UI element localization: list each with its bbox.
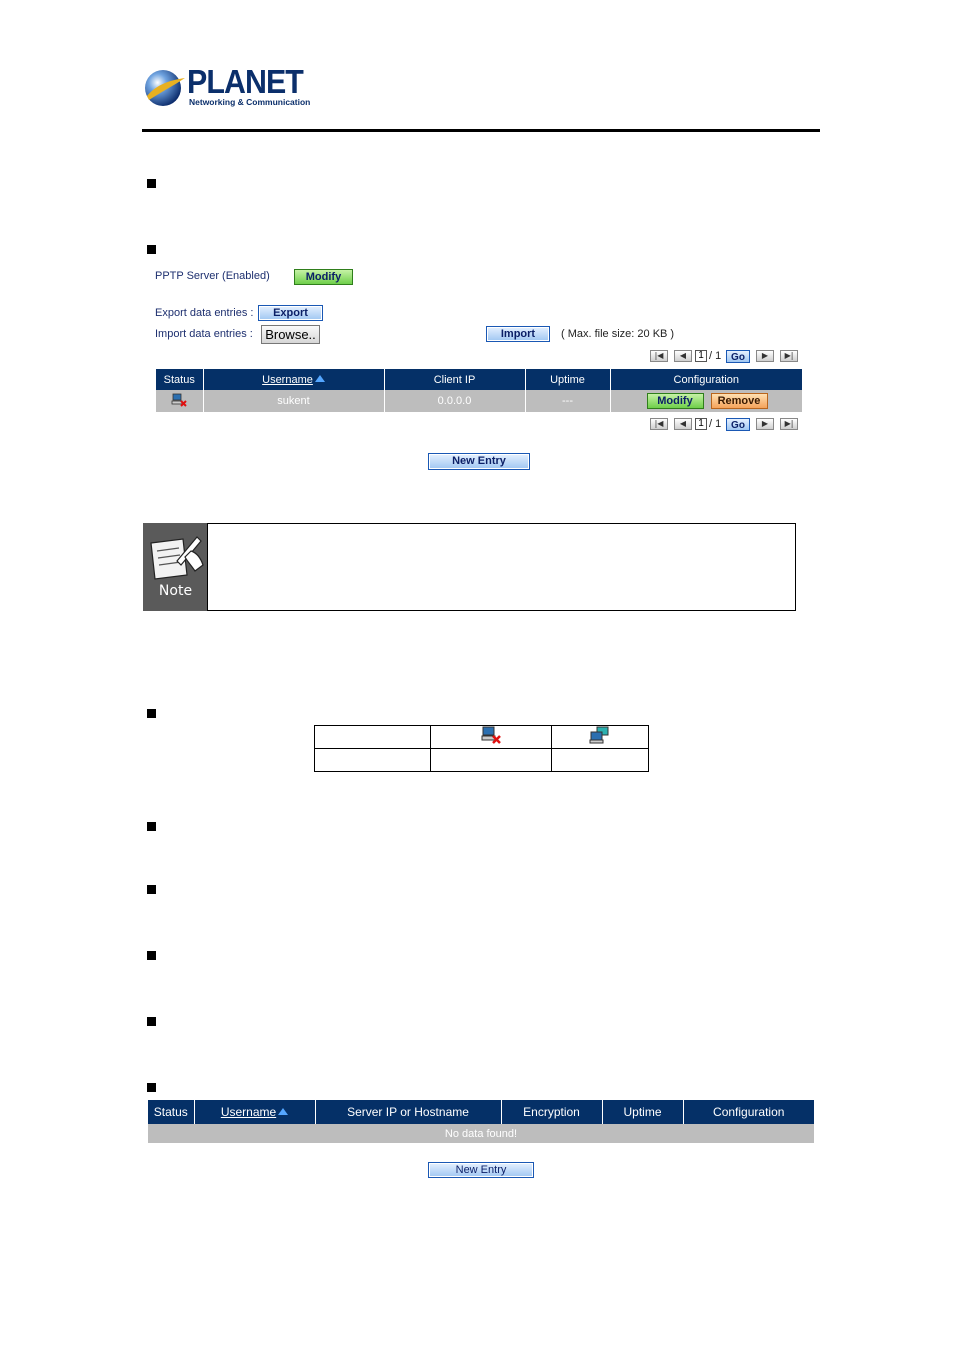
import-label: Import data entries : <box>155 328 253 340</box>
bullet-icon <box>147 1083 156 1092</box>
col-encryption: Encryption <box>501 1100 602 1124</box>
brand-name: PLANET <box>187 63 303 100</box>
col-uptime: Uptime <box>525 369 610 390</box>
client-ip-cell: 0.0.0.0 <box>384 390 525 412</box>
col-configuration: Configuration <box>683 1100 814 1124</box>
brand-tagline: Networking & Communication <box>189 97 311 107</box>
first-page-icon[interactable]: |◀ <box>650 350 668 362</box>
globe-icon <box>143 66 187 110</box>
import-file-size-hint: ( Max. file size: 20 KB ) <box>561 328 675 340</box>
bullet-icon <box>147 1017 156 1026</box>
new-entry-button[interactable]: New Entry <box>428 453 530 470</box>
col-username-label[interactable]: Username <box>220 1105 277 1119</box>
uptime-cell: --- <box>525 390 610 412</box>
go-button[interactable]: Go <box>726 418 750 431</box>
bullet-icon <box>147 709 156 718</box>
table-row <box>156 390 802 412</box>
connected-computers-icon <box>589 726 611 744</box>
empty-state-cell: No data found! <box>148 1124 814 1143</box>
disconnected-computer-icon <box>480 726 502 744</box>
pptp-server-status: PPTP Server (Enabled) <box>155 270 270 282</box>
col-status: Status <box>156 369 203 390</box>
legend-cell <box>431 726 552 749</box>
status-legend-table <box>314 725 649 772</box>
legend-cell <box>431 749 552 772</box>
pptp-server-modify-button[interactable]: Modify <box>294 269 353 285</box>
bullet-icon <box>147 245 156 254</box>
browse-button[interactable]: Browse.. <box>261 325 320 344</box>
bullet-icon <box>147 822 156 831</box>
table-row <box>315 726 649 749</box>
page-number-input[interactable]: 1 <box>695 350 707 362</box>
next-page-icon[interactable]: ▶ <box>756 350 774 362</box>
pptp-client-table <box>148 1100 814 1143</box>
go-button[interactable]: Go <box>726 350 750 363</box>
table-header-row <box>156 369 802 390</box>
col-client-ip: Client IP <box>384 369 525 390</box>
col-username-label[interactable]: Username <box>262 373 313 386</box>
last-page-icon[interactable]: ▶| <box>780 350 798 362</box>
disconnected-computer-icon <box>171 393 187 407</box>
last-page-icon[interactable]: ▶| <box>780 418 798 430</box>
first-page-icon[interactable]: |◀ <box>650 418 668 430</box>
row-modify-button[interactable]: Modify <box>647 393 704 409</box>
pager-bottom <box>650 418 800 431</box>
next-page-icon[interactable]: ▶ <box>756 418 774 430</box>
configuration-cell <box>610 390 802 412</box>
pager-top <box>650 350 800 363</box>
page-total: / 1 <box>709 418 722 430</box>
bullet-icon <box>147 951 156 960</box>
legend-cell <box>552 726 649 749</box>
import-button[interactable]: Import <box>486 326 550 342</box>
page-total: / 1 <box>709 350 722 362</box>
col-username[interactable] <box>203 369 384 390</box>
bullet-icon <box>147 179 156 188</box>
legend-cell <box>552 749 649 772</box>
table-row <box>148 1124 814 1143</box>
page-number-input[interactable]: 1 <box>695 418 707 430</box>
note-label: Note <box>158 583 193 599</box>
export-button[interactable]: Export <box>258 305 323 321</box>
pptp-server-table <box>156 369 802 412</box>
new-entry-button[interactable]: New Entry <box>428 1162 534 1178</box>
legend-cell <box>315 726 431 749</box>
bullet-icon <box>147 885 156 894</box>
col-configuration: Configuration <box>610 369 802 390</box>
prev-page-icon[interactable]: ◀ <box>674 350 692 362</box>
table-row <box>315 749 649 772</box>
col-status: Status <box>148 1100 194 1124</box>
note-box <box>143 523 796 611</box>
header-divider <box>142 129 820 132</box>
col-server-ip: Server IP or Hostname <box>315 1100 501 1124</box>
table-header-row <box>148 1100 814 1124</box>
note-pen-icon <box>143 531 208 591</box>
col-username[interactable] <box>194 1100 315 1124</box>
sort-ascending-icon <box>278 1108 288 1115</box>
row-remove-button[interactable]: Remove <box>711 393 768 409</box>
prev-page-icon[interactable]: ◀ <box>674 418 692 430</box>
col-uptime: Uptime <box>602 1100 683 1124</box>
export-label: Export data entries : <box>155 307 254 319</box>
legend-cell <box>315 749 431 772</box>
sort-ascending-icon <box>315 375 325 382</box>
status-cell <box>156 390 203 412</box>
username-cell: sukent <box>203 390 384 412</box>
